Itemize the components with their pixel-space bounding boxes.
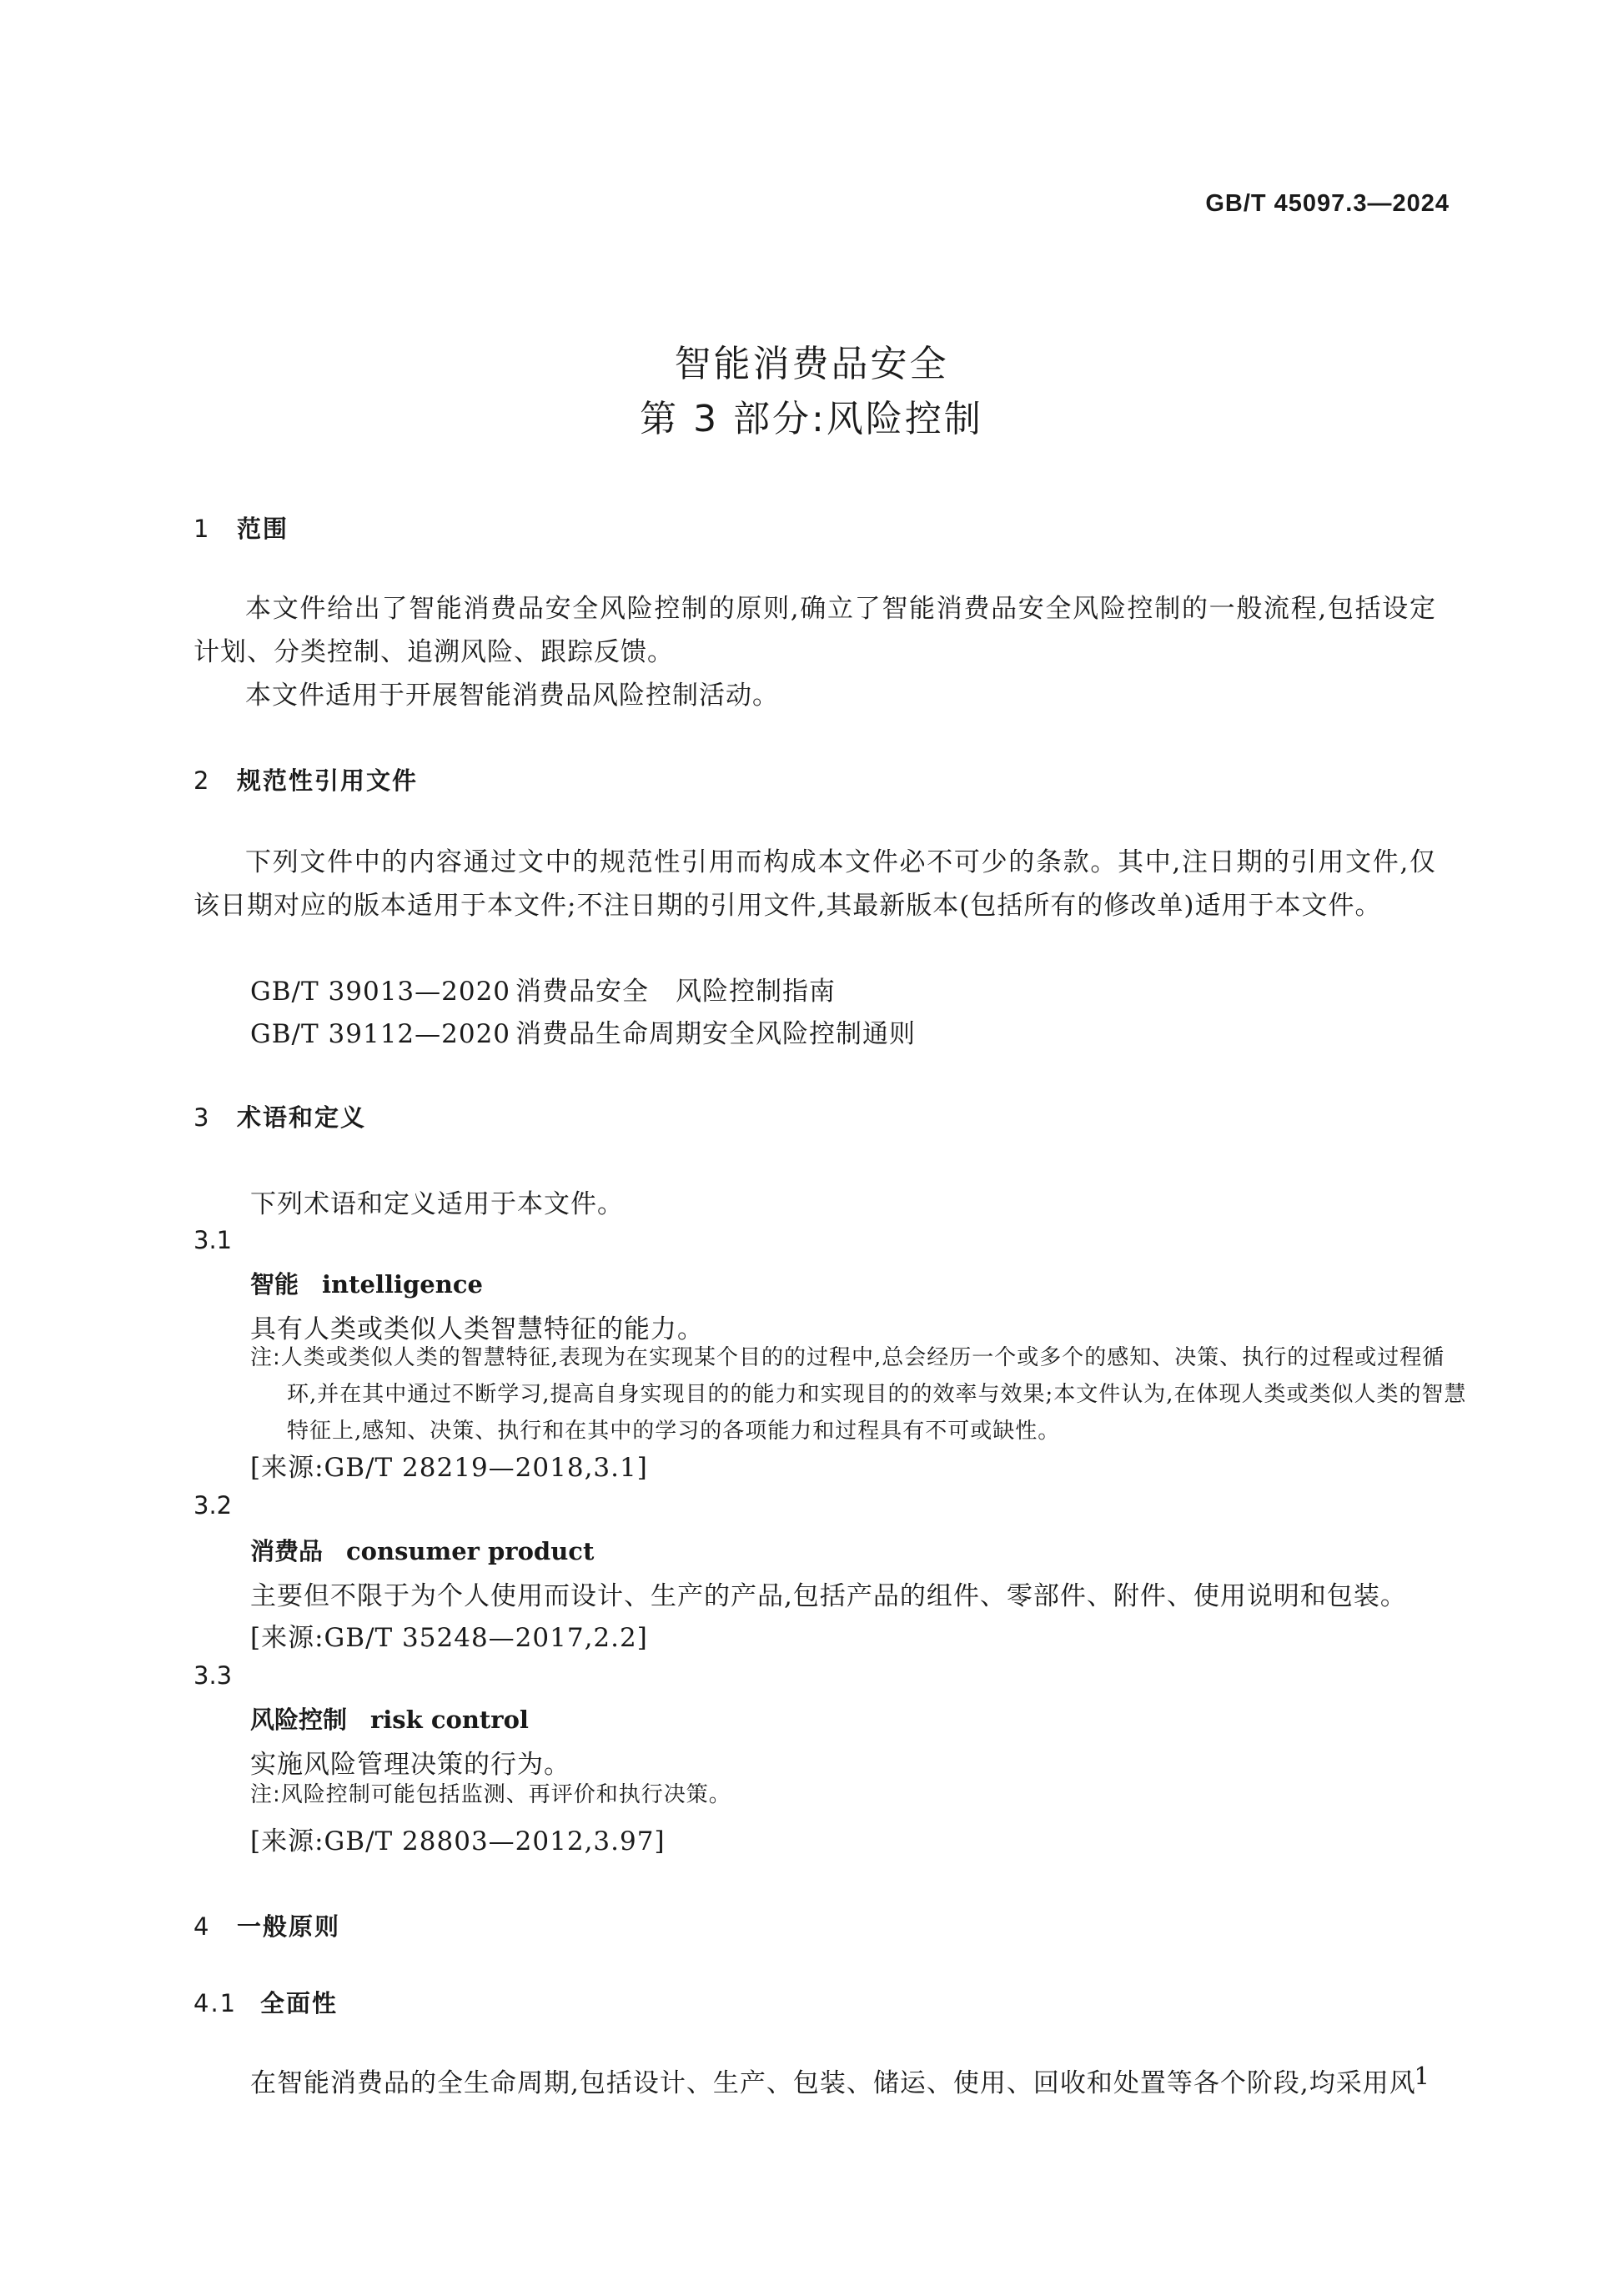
section-4-heading	[193, 1908, 340, 1942]
subsection-title: 全面性	[260, 1989, 339, 2017]
section-4-1-paragraph: 在智能消费品的全生命周期,包括设计、生产、包装、储运、使用、回收和处置等各个阶段,均采用风	[250, 2068, 1416, 2098]
reference-item	[250, 1012, 916, 1050]
section-2-paragraph-1: 下列文件中的内容通过文中的规范性引用而构成本文件必不可少的条款。其中,注日期的引用文件,仅该日期对应的版本适用于本文件;不注日期的引用文件,其最新版本(包括所有的修改单)适用于本文件。	[193, 847, 1436, 921]
term-en: intelligence	[322, 1270, 483, 1299]
subsection-4-1-heading	[193, 1985, 338, 2019]
term-heading	[250, 1266, 483, 1300]
term-note	[250, 1339, 1473, 1449]
term-source: [来源:GB/T 28219—2018,3.1]	[250, 1453, 648, 1483]
page-number: 1	[1414, 2062, 1430, 2090]
term-number: 3.3	[193, 1661, 233, 1690]
section-number: 1	[193, 515, 211, 543]
doc-title-line1: 智能消费品安全	[674, 343, 949, 385]
term-definition: 实施风险管理决策的行为。	[250, 1750, 570, 1780]
section-title: 范围	[237, 515, 289, 543]
term-en: risk control	[370, 1706, 529, 1734]
section-2-heading	[193, 762, 418, 796]
reference-item	[250, 970, 836, 1007]
section-title: 术语和定义	[237, 1103, 367, 1132]
term-number: 3.1	[193, 1226, 233, 1254]
term-zh: 消费品	[250, 1537, 324, 1565]
section-3-intro: 下列术语和定义适用于本文件。	[250, 1189, 624, 1219]
reference-title: 消费品安全 风险控制指南	[515, 977, 836, 1007]
reference-code: GB/T 39013—2020	[250, 977, 511, 1007]
section-1-paragraph-1: 本文件给出了智能消费品安全风险控制的原则,确立了智能消费品安全风险控制的一般流程,包括设定计划、分类控制、追溯风险、跟踪反馈。	[193, 594, 1436, 667]
section-1-paragraph-2: 本文件适用于开展智能消费品风险控制活动。	[245, 681, 779, 711]
term-zh: 智能	[250, 1270, 299, 1299]
term-en: consumer product	[346, 1537, 595, 1565]
section-3-heading	[193, 1099, 366, 1133]
reference-title: 消费品生命周期安全风险控制通则	[515, 1019, 916, 1049]
note-label: 注:	[250, 1782, 281, 1807]
note-text: 风险控制可能包括监测、再评价和执行决策。	[280, 1782, 731, 1807]
subsection-number: 4.1	[193, 1989, 238, 2017]
term-zh: 风险控制	[250, 1706, 348, 1734]
section-number: 3	[193, 1103, 211, 1132]
section-1-heading	[193, 510, 289, 545]
term-source: [来源:GB/T 35248—2017,2.2]	[250, 1623, 648, 1653]
term-definition: 具有人类或类似人类智慧特征的能力。	[250, 1314, 704, 1344]
term-heading	[250, 1533, 594, 1567]
note-label: 注:	[250, 1345, 281, 1370]
doc-title-line2: 第 3 部分:风险控制	[640, 398, 983, 440]
reference-code: GB/T 39112—2020	[250, 1019, 511, 1049]
term-number: 3.2	[193, 1491, 233, 1520]
term-source: [来源:GB/T 28803—2012,3.97]	[250, 1826, 666, 1856]
section-title: 一般原则	[237, 1912, 341, 1941]
section-title: 规范性引用文件	[237, 766, 419, 795]
section-number: 2	[193, 766, 211, 795]
standard-number: GB/T 45097.3—2024	[1205, 190, 1450, 217]
section-number: 4	[193, 1912, 211, 1941]
note-text: 人类或类似人类的智慧特征,表现为在实现某个目的的过程中,总会经历一个或多个的感知、决策、执行的过程或过程循环,并在其中通过不断学习,提高自身实现目的的能力和实现目的的效率与效果;本文件认为,在体现人类或类似人类的智慧特征上,感知、决策、执行和在其中的学习的各项能力和过程具有不可或缺性。	[280, 1345, 1467, 1444]
term-heading	[250, 1701, 529, 1736]
term-definition: 主要但不限于为个人使用而设计、生产的产品,包括产品的组件、零部件、附件、使用说明和包装。	[250, 1581, 1407, 1611]
term-note	[250, 1776, 1473, 1813]
